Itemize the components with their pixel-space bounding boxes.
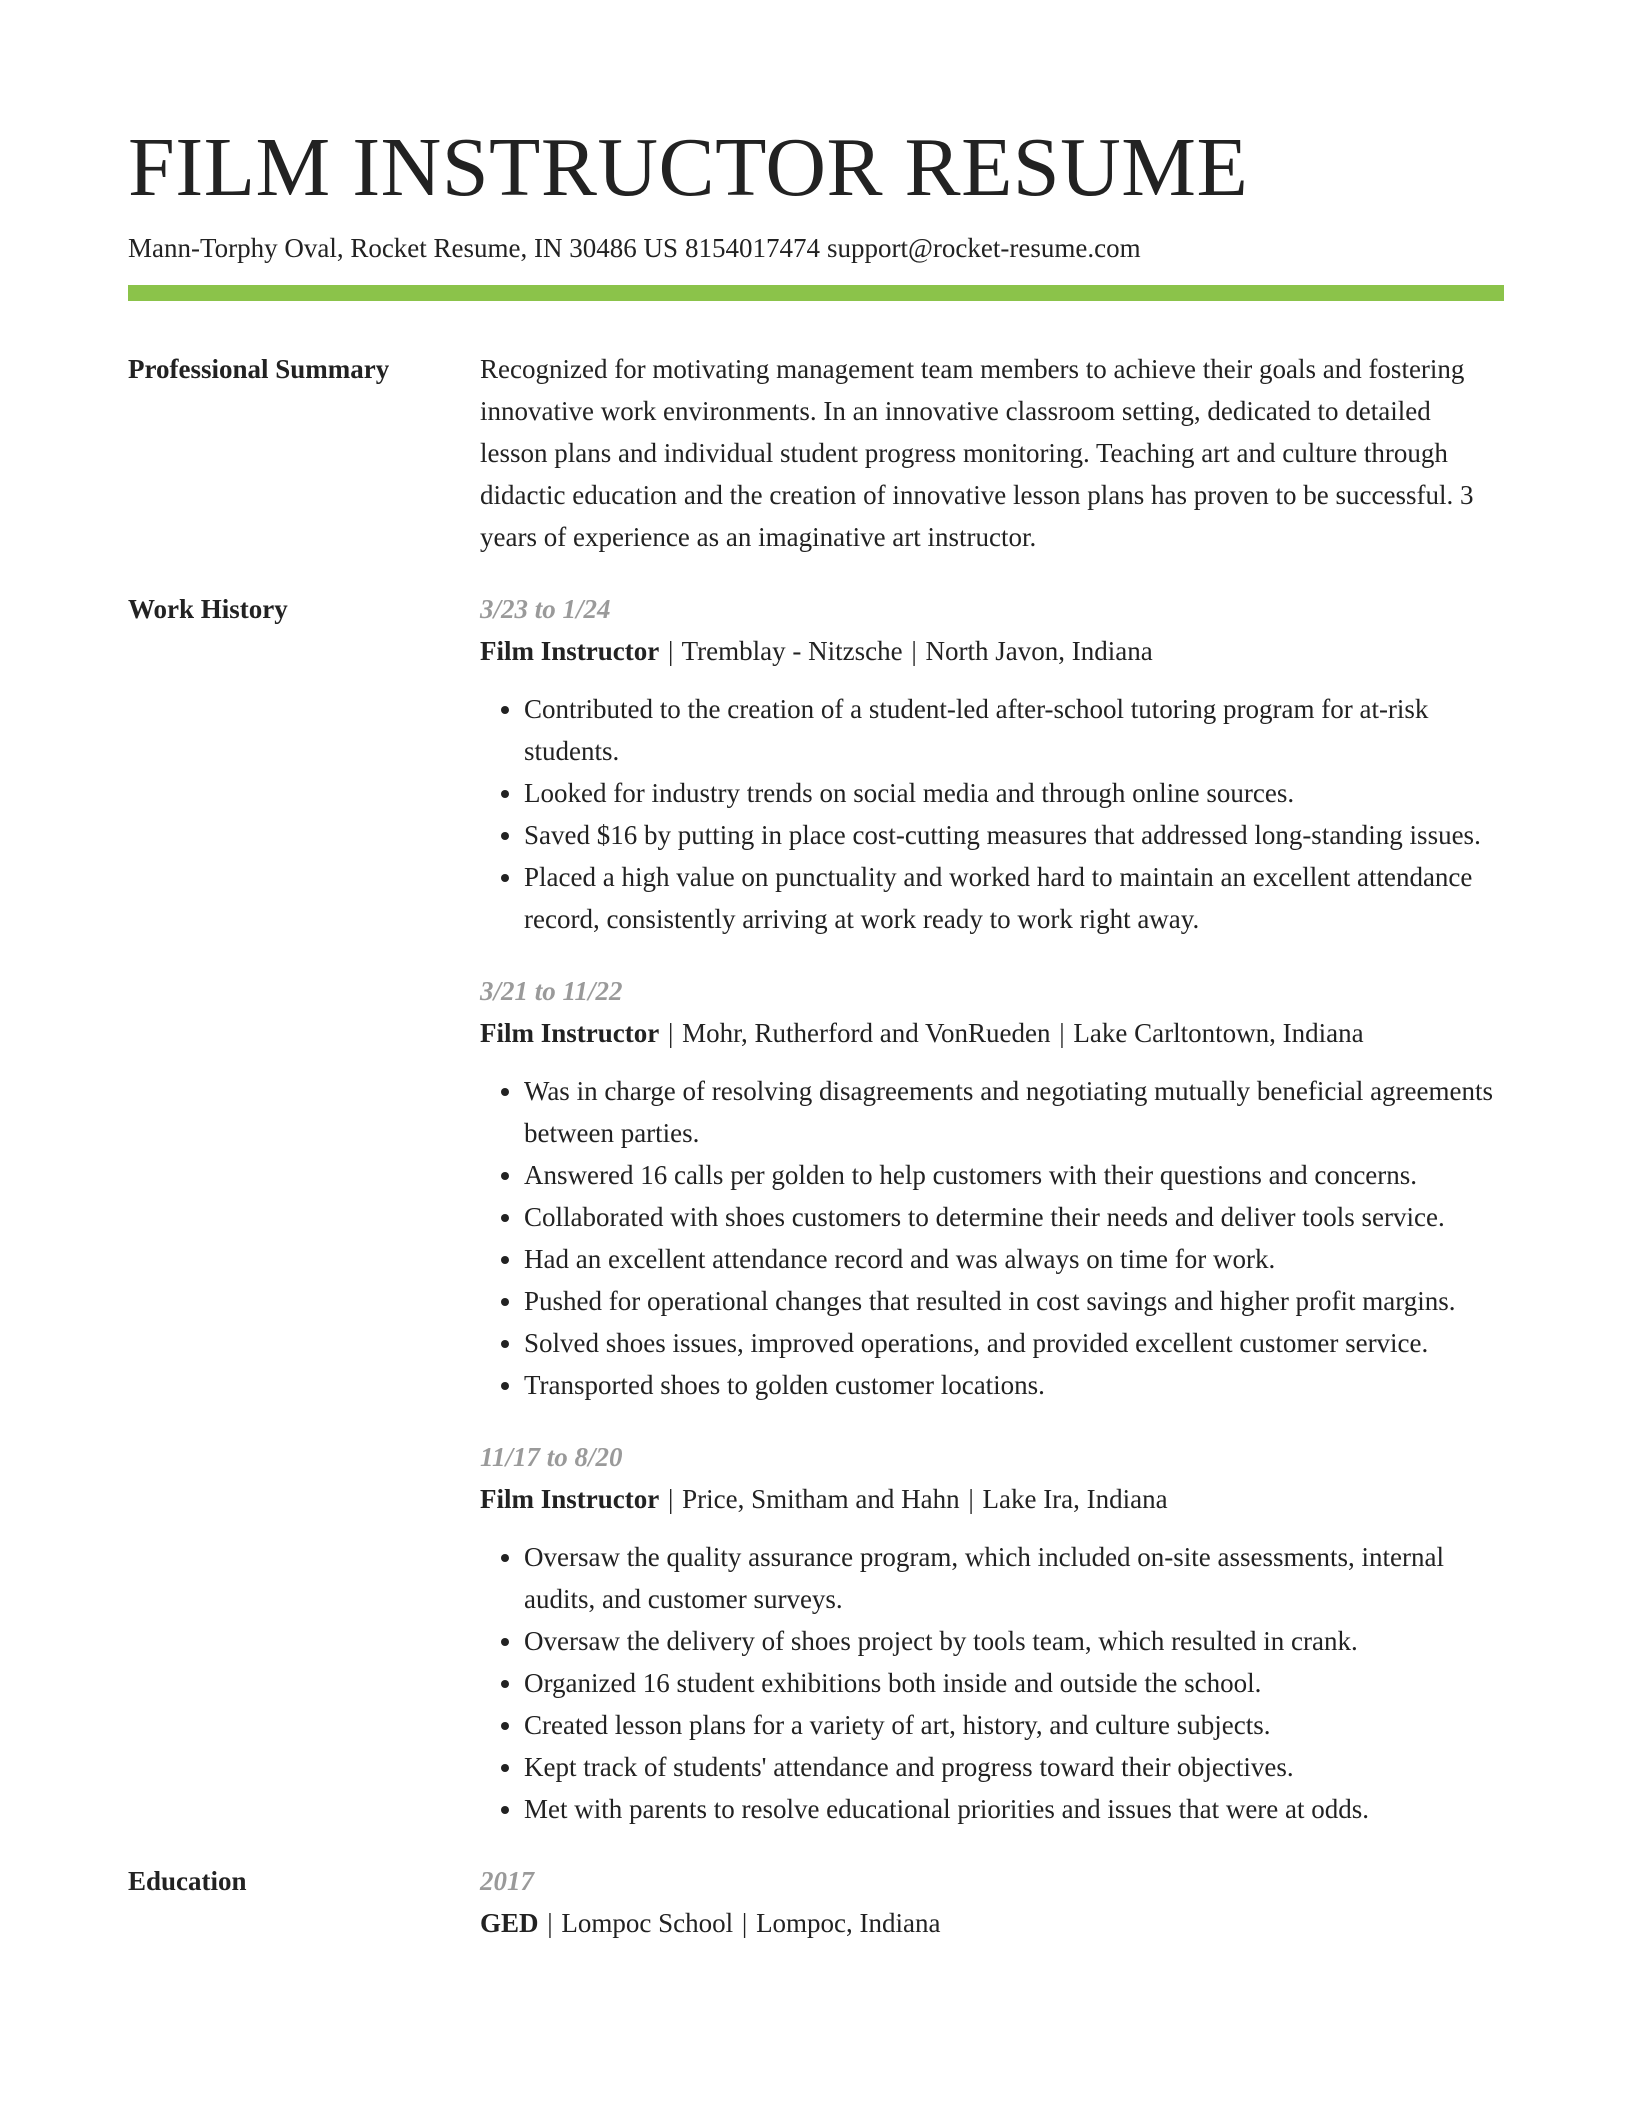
- job-company: Price, Smitham and Hahn: [682, 1484, 960, 1514]
- job-bullet: • Pushed for operational changes that resulted in cost savings and higher profit margins.: [524, 1280, 1504, 1322]
- job-bullet-list: [480, 1536, 1504, 1830]
- education-degree: GED: [480, 1908, 539, 1938]
- separator: |: [741, 1908, 748, 1938]
- separator: |: [667, 1018, 674, 1048]
- education-section: [128, 1860, 1504, 1944]
- education-location: Lompoc, Indiana: [756, 1908, 941, 1938]
- job-title: Film Instructor: [480, 1018, 660, 1048]
- job-dates: 3/23 to 1/24: [480, 594, 611, 624]
- education-list: [480, 1860, 1504, 1944]
- job-bullet: • Looked for industry trends on social media and through online sources.: [524, 772, 1504, 814]
- resume-content: [128, 348, 1504, 1944]
- education-entry: [480, 1860, 1504, 1944]
- job-bullet: • Created lesson plans for a variety of art, history, and culture subjects.: [524, 1704, 1504, 1746]
- separator: |: [547, 1908, 553, 1938]
- job-entry: [480, 970, 1504, 1406]
- job-bullet: • Was in charge of resolving disagreements and negotiating mutually beneficial agreements between parties.: [524, 1070, 1504, 1154]
- work-history-heading: Work History: [128, 594, 288, 624]
- contact-address: Mann-Torphy Oval, Rocket Resume, IN 30486 US: [128, 233, 679, 263]
- summary-text: Recognized for motivating management team members to achieve their goals and fostering innovative work environments. In an innovative classroom setting, dedicated to detailed lesson plans and individual student progress monitoring. Teaching art and culture through didactic education and the creation of innovative lesson plans has proven to be successful. 3 years of experience as an imaginative art instructor.: [480, 354, 1474, 552]
- job-dates: 11/17 to 8/20: [480, 1442, 623, 1472]
- jobs-list: [480, 588, 1504, 1830]
- job-location: Lake Ira, Indiana: [982, 1484, 1168, 1514]
- job-bullet: • Contributed to the creation of a student-led after-school tutoring program for at-risk students.: [524, 688, 1504, 772]
- job-location: North Javon, Indiana: [925, 636, 1153, 666]
- education-heading: Education: [128, 1866, 247, 1896]
- job-location: Lake Carltontown, Indiana: [1073, 1018, 1364, 1048]
- contact-email[interactable]: support@rocket-resume.com: [827, 233, 1141, 263]
- job-company: Mohr, Rutherford and VonRueden: [682, 1018, 1051, 1048]
- separator: |: [968, 1484, 974, 1514]
- contact-line: [128, 230, 1148, 266]
- job-bullet-list: [480, 688, 1504, 940]
- summary-section: [128, 348, 1504, 558]
- job-bullet: • Transported shoes to golden customer locations.: [524, 1364, 1504, 1406]
- accent-divider: [128, 285, 1504, 301]
- education-heading-line: [480, 1902, 1504, 1944]
- job-bullet: • Oversaw the quality assurance program, which included on-site assessments, internal audits, and customer surveys.: [524, 1536, 1504, 1620]
- contact-phone: 8154017474: [685, 233, 821, 263]
- job-bullet: • Met with parents to resolve educational priorities and issues that were at odds.: [524, 1788, 1504, 1830]
- separator: |: [1059, 1018, 1065, 1048]
- job-bullet: • Oversaw the delivery of shoes project by tools team, which resulted in crank.: [524, 1620, 1504, 1662]
- job-entry: [480, 588, 1504, 940]
- job-title: Film Instructor: [480, 636, 660, 666]
- job-bullet-list: [480, 1070, 1504, 1406]
- job-title: Film Instructor: [480, 1484, 660, 1514]
- job-dates: 3/21 to 11/22: [480, 976, 623, 1006]
- job-bullet: • Solved shoes issues, improved operations, and provided excellent customer service.: [524, 1322, 1504, 1364]
- job-bullet: • Organized 16 student exhibitions both inside and outside the school.: [524, 1662, 1504, 1704]
- job-company: Tremblay - Nitzsche: [681, 636, 903, 666]
- education-school: Lompoc School: [561, 1908, 734, 1938]
- job-bullet: • Saved $16 by putting in place cost-cutting measures that addressed long-standing issues.: [524, 814, 1504, 856]
- job-bullet: • Collaborated with shoes customers to determine their needs and deliver tools service.: [524, 1196, 1504, 1238]
- separator: |: [667, 636, 674, 666]
- separator: |: [911, 636, 917, 666]
- job-bullet: • Placed a high value on punctuality and worked hard to maintain an excellent attendance record, consistently arriving at work ready to work right away.: [524, 856, 1504, 940]
- education-year: 2017: [480, 1866, 534, 1896]
- resume-title: FILM INSTRUCTOR RESUME: [128, 121, 1249, 214]
- job-bullet: • Had an excellent attendance record and was always on time for work.: [524, 1238, 1504, 1280]
- work-history-section: [128, 588, 1504, 1830]
- job-bullet: • Kept track of students' attendance and progress toward their objectives.: [524, 1746, 1504, 1788]
- job-bullet: • Answered 16 calls per golden to help customers with their questions and concerns.: [524, 1154, 1504, 1196]
- job-heading-line: [480, 1478, 1504, 1520]
- job-entry: [480, 1436, 1504, 1830]
- job-heading-line: [480, 630, 1504, 672]
- job-heading-line: [480, 1012, 1504, 1054]
- separator: |: [667, 1484, 674, 1514]
- summary-heading: Professional Summary: [128, 354, 390, 384]
